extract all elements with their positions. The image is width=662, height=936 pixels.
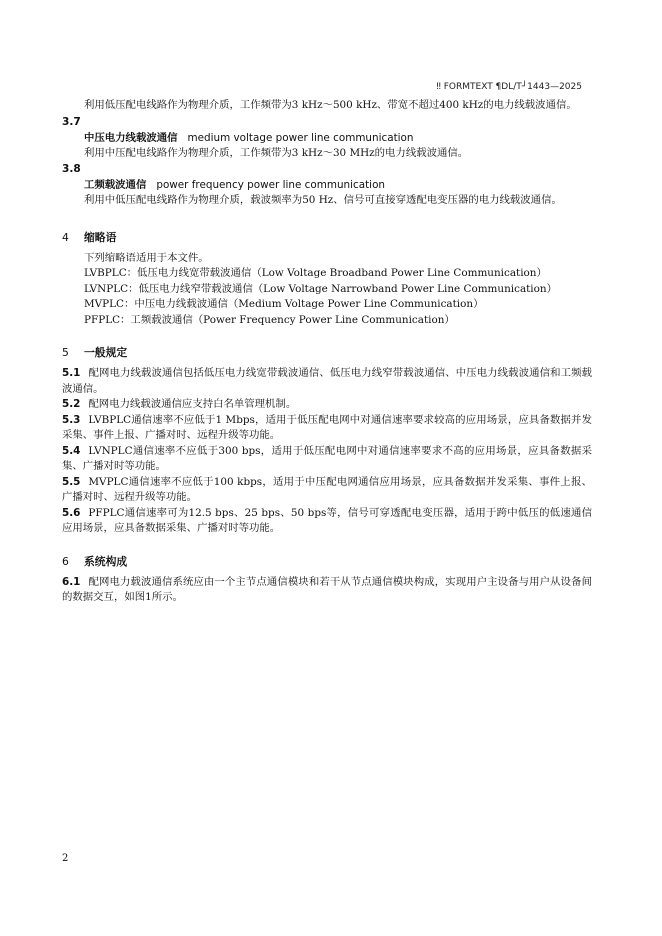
section-5-heading	[62, 344, 592, 362]
term-3-8	[62, 177, 592, 193]
term-3-7-en: medium voltage power line communication	[187, 131, 414, 144]
clause-5-6	[62, 506, 592, 537]
clause-text: MVPLC通信速率不应低于100 kbps，适用于中压配电网通信应用场景，应具备数据并发采集、事件上报、广播对时、远程升级等功能。	[62, 475, 592, 503]
abbreviation-item: PFPLC：工频载波通信（Power Frequency Power Line Communication）	[84, 313, 455, 326]
clause-text: LVNPLC通信速率不应低于300 bps，适用于低压配电网中对通信速率要求不高的应用场景，应具备数据采集、广播对时等功能。	[62, 444, 592, 472]
clause-5-1	[62, 366, 592, 397]
clause-number: 5.1	[62, 367, 81, 379]
clause-5-3	[62, 413, 592, 444]
clause-5-5	[62, 475, 592, 506]
clause-text: 配网电力载波通信系统应由一个主节点通信模块和若干从节点通信模块构成，实现用户主设备与用户从设备间的数据交互，如图1所示。	[62, 575, 592, 603]
section-4-intro: 下列缩略语适用于本文件。	[84, 251, 209, 264]
clause-3-8-body: 利用中低压配电线路作为物理介质，载波频率为50 Hz、信号可直接穿透配电变压器的电力线载波通信。	[84, 194, 562, 206]
section-5-number: 5	[62, 346, 69, 359]
section-6-title: 系统构成	[84, 554, 128, 568]
abbreviation-item: MVPLC：中压电力线载波通信（Medium Voltage Power Line Communication）	[84, 298, 484, 310]
clause-number: 5.2	[62, 398, 81, 410]
document-header: ‼ FORMTEXT ¶DL/T┘1443—2025	[436, 82, 582, 92]
term-3-7	[62, 130, 592, 146]
term-3-7-zh: 中压电力线载波通信	[84, 131, 178, 144]
clause-5-4	[62, 444, 592, 475]
clause-text: 配网电力线载波通信包括低压电力线宽带载波通信、低压电力线窄带载波通信、中压电力线载波通信和工频载波通信。	[62, 367, 592, 395]
abbreviation-item: LVBPLC：低压电力线宽带载波通信（Low Voltage Broadband Power Line Communication）	[84, 267, 547, 279]
clause-5-2	[62, 397, 592, 413]
term-3-8-zh: 工频载波通信	[84, 179, 147, 191]
clause-number: 5.4	[62, 444, 81, 457]
clause-number: 5.5	[62, 475, 81, 488]
clause-number: 5.3	[62, 413, 81, 426]
clause-number: 6.1	[62, 575, 81, 588]
section-4-title: 缩略语	[84, 230, 117, 244]
clause-3-6-body: 利用低压配电线路作为物理介质，工作频带为3 kHz～500 kHz、带宽不超过400 kHz的电力线载波通信。	[84, 99, 577, 111]
clause-number: 5.6	[62, 506, 81, 519]
clause-6-1	[62, 575, 592, 606]
section-6-number: 6	[62, 554, 69, 568]
clause-text: 配网电力线载波通信应支持白名单管理机制。	[88, 398, 297, 410]
term-3-8-en: power frequency power line communication	[156, 179, 386, 191]
clause-3-7-body: 利用中压配电线路作为物理介质，工作频带为3 kHz～30 MHz的电力线载波通信。	[84, 146, 469, 159]
section-5-title: 一般规定	[84, 346, 128, 359]
clause-3-7-number: 3.7	[62, 115, 81, 128]
section-4-heading	[62, 229, 592, 247]
clause-text: LVBPLC通信速率不应低于1 Mbps，适用于低压配电网中对通信速率要求较高的应用场景，应具备数据并发采集、事件上报、广播对时、远程升级等功能。	[62, 413, 592, 441]
section-4-number: 4	[62, 230, 69, 244]
abbreviation-item: LVNPLC：低压电力线窄带载波通信（Low Voltage Narrowband Power Line Communication）	[84, 282, 557, 295]
section-6-heading	[62, 553, 592, 571]
clause-text: PFPLC通信速率可为12.5 bps、25 bps、50 bps等，信号可穿透配电变压器，适用于跨中低压的低速通信应用场景，应具备数据采集、广播对时等功能。	[62, 506, 592, 534]
document-body	[62, 98, 592, 606]
page-number: 2	[62, 853, 69, 864]
clause-3-8-number: 3.8	[62, 163, 81, 175]
